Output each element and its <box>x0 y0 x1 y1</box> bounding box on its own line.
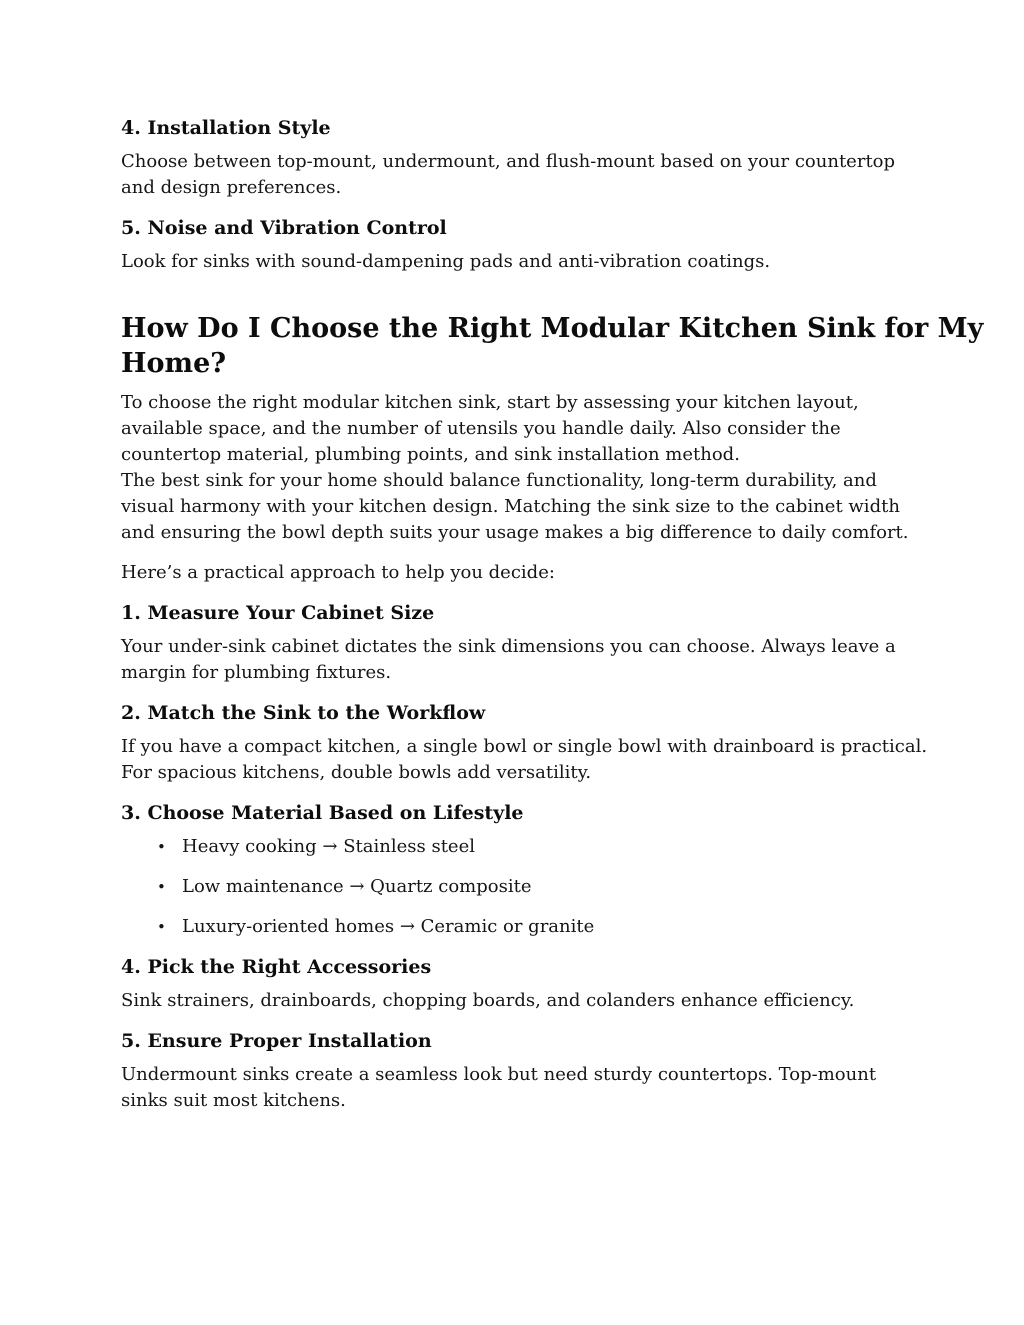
paragraph-noise-vibration <box>121 249 984 275</box>
text-line: Your under-sink cabinet dictates the sink dimensions you can choose. Always leave a <box>121 636 896 657</box>
paragraph-installation-style <box>121 149 984 201</box>
heading-noise-vibration-control: 5. Noise and Vibration Control <box>121 217 447 239</box>
text-line: countertop material, plumbing points, and sink installation method. <box>121 444 740 465</box>
list-item <box>121 874 984 900</box>
bullet-icon: • <box>157 918 166 936</box>
list-item-text: Low maintenance → Quartz composite <box>182 876 532 897</box>
heading-installation-style: 4. Installation Style <box>121 117 331 139</box>
heading-measure-cabinet-size: 1. Measure Your Cabinet Size <box>121 602 435 624</box>
material-bullet-list <box>121 834 984 940</box>
heading-pick-right-accessories: 4. Pick the Right Accessories <box>121 956 432 978</box>
text-line: sinks suit most kitchens. <box>121 1090 346 1111</box>
text-line: How Do I Choose the Right Modular Kitchen Sink for My <box>121 313 984 344</box>
text-line: Here’s a practical approach to help you decide: <box>121 562 555 583</box>
paragraph-proper-installation <box>121 1062 984 1114</box>
list-item-text: Heavy cooking → Stainless steel <box>182 836 475 857</box>
text-line: To choose the right modular kitchen sink, start by assessing your kitchen layout, <box>121 392 859 413</box>
heading-choose-material-lifestyle: 3. Choose Material Based on Lifestyle <box>121 802 524 824</box>
text-line: The best sink for your home should balance functionality, long-term durability, and <box>121 470 877 491</box>
list-item-text: Luxury-oriented homes → Ceramic or granite <box>182 916 595 937</box>
paragraph-accessories <box>121 988 984 1014</box>
list-item <box>121 914 984 940</box>
text-line: and ensuring the bowl depth suits your usage makes a big difference to daily comfort. <box>121 522 909 543</box>
paragraph-practical-approach <box>121 560 984 586</box>
heading-ensure-proper-installation: 5. Ensure Proper Installation <box>121 1030 432 1052</box>
text-line: If you have a compact kitchen, a single bowl or single bowl with drainboard is practical. <box>121 736 928 757</box>
text-line: and design preferences. <box>121 177 342 198</box>
list-item <box>121 834 984 860</box>
text-line: Sink strainers, drainboards, chopping boards, and colanders enhance efficiency. <box>121 990 855 1011</box>
heading-match-sink-workflow: 2. Match the Sink to the Workflow <box>121 702 486 724</box>
text-line: Look for sinks with sound-dampening pads and anti-vibration coatings. <box>121 251 771 272</box>
paragraph-intro <box>121 390 984 546</box>
text-line: Home? <box>121 348 227 379</box>
text-line: available space, and the number of utensils you handle daily. Also consider the <box>121 418 841 439</box>
text-line: Choose between top-mount, undermount, and flush-mount based on your countertop <box>121 151 896 172</box>
text-line: For spacious kitchens, double bowls add versatility. <box>121 762 592 783</box>
paragraph-measure-cabinet <box>121 634 984 686</box>
paragraph-match-workflow <box>121 734 984 786</box>
text-line: Undermount sinks create a seamless look but need sturdy countertops. Top-mount <box>121 1064 877 1085</box>
bullet-icon: • <box>157 838 166 856</box>
text-line: margin for plumbing fixtures. <box>121 662 392 683</box>
page-title <box>121 311 984 381</box>
text-line: visual harmony with your kitchen design. Matching the sink size to the cabinet width <box>121 496 900 517</box>
bullet-icon: • <box>157 878 166 896</box>
